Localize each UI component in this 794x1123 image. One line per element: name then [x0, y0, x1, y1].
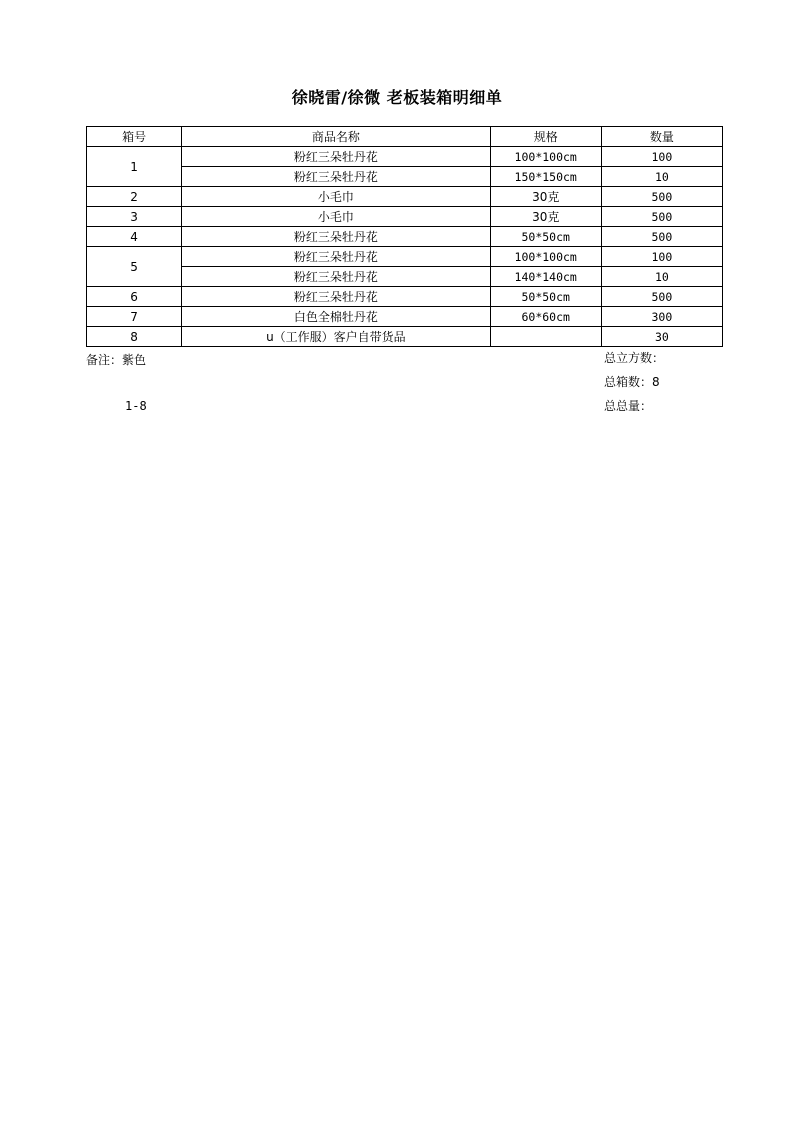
cell-spec: 30克 [490, 187, 601, 207]
cell-spec [490, 327, 601, 347]
table-row [87, 267, 723, 287]
table-row [87, 287, 723, 307]
cell-box-no: 3 [87, 207, 182, 227]
table-row [87, 247, 723, 267]
total-volume-label: 总立方数： [604, 351, 665, 365]
cell-quantity: 300 [601, 307, 722, 327]
table-row [87, 187, 723, 207]
cell-spec: 30克 [490, 207, 601, 227]
cell-product-name: 小毛巾 [182, 187, 490, 207]
cell-quantity: 100 [601, 147, 722, 167]
cell-quantity: 500 [601, 227, 722, 247]
cell-box-no: 8 [87, 327, 182, 347]
cell-quantity: 500 [601, 207, 722, 227]
packing-table [86, 126, 723, 347]
cell-spec: 140*140cm [490, 267, 601, 287]
cell-spec: 60*60cm [490, 307, 601, 327]
table-row [87, 307, 723, 327]
cell-product-name: u（工作服）客户自带货品 [182, 327, 490, 347]
cell-product-name: 白色全棉牡丹花 [182, 307, 490, 327]
cell-quantity: 100 [601, 247, 722, 267]
header-quantity: 数量 [601, 127, 722, 147]
header-spec: 规格 [490, 127, 601, 147]
cell-product-name: 粉红三朵牡丹花 [182, 167, 490, 187]
cell-quantity: 30 [601, 327, 722, 347]
header-box-no: 箱号 [87, 127, 182, 147]
cell-product-name: 小毛巾 [182, 207, 490, 227]
table-row [87, 147, 723, 167]
table-header-row [87, 127, 723, 147]
cell-box-no: 4 [87, 227, 182, 247]
cell-quantity: 10 [601, 267, 722, 287]
cell-box-no: 1 [87, 147, 182, 187]
cell-product-name: 粉红三朵牡丹花 [182, 147, 490, 167]
cell-box-no: 2 [87, 187, 182, 207]
cell-product-name: 粉红三朵牡丹花 [182, 287, 490, 307]
cell-spec: 100*100cm [490, 247, 601, 267]
table-row [87, 327, 723, 347]
cell-product-name: 粉红三朵牡丹花 [182, 267, 490, 287]
cell-spec: 50*50cm [490, 227, 601, 247]
cell-product-name: 粉红三朵牡丹花 [182, 227, 490, 247]
cell-box-no: 5 [87, 247, 182, 287]
remark-note: 备注：紫色 [86, 353, 147, 367]
cell-quantity: 500 [601, 187, 722, 207]
cell-box-no: 6 [87, 287, 182, 307]
cell-quantity: 500 [601, 287, 722, 307]
cell-box-no: 7 [87, 307, 182, 327]
table-row [87, 227, 723, 247]
document-title: 徐晓雷/徐微 老板装箱明细单 [291, 88, 503, 107]
cell-spec: 150*150cm [490, 167, 601, 187]
cell-product-name: 粉红三朵牡丹花 [182, 247, 490, 267]
cell-spec: 50*50cm [490, 287, 601, 307]
total-boxes-label: 总箱数：8 [604, 375, 660, 389]
table-row [87, 207, 723, 227]
cell-spec: 100*100cm [490, 147, 601, 167]
header-product-name: 商品名称 [182, 127, 490, 147]
box-range-note: 1-8 [125, 399, 147, 413]
total-quantity-label: 总总量： [604, 399, 653, 413]
cell-quantity: 10 [601, 167, 722, 187]
table-row [87, 167, 723, 187]
